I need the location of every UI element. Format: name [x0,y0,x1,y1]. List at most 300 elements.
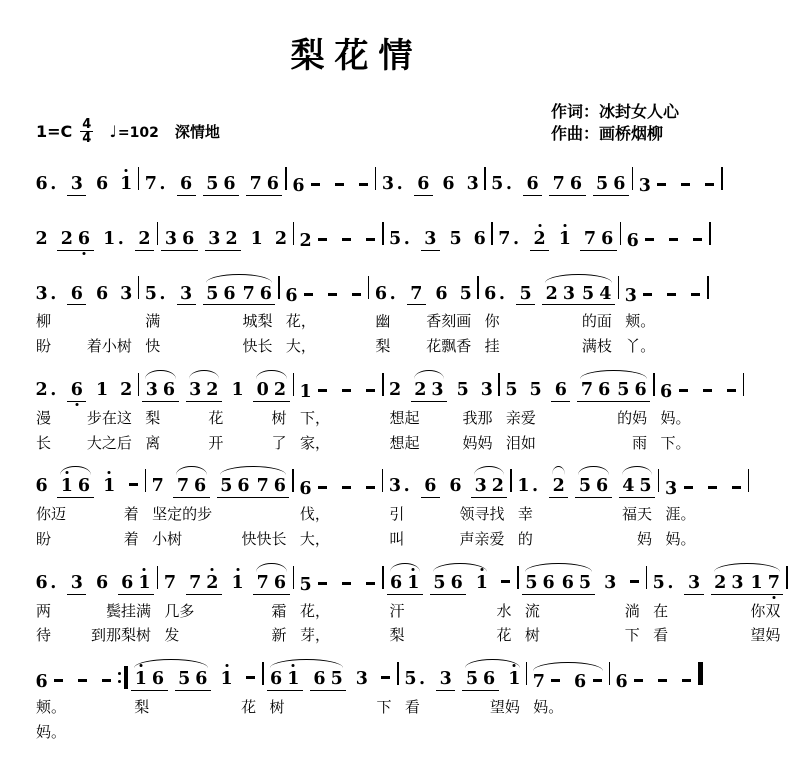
lyric-spread [300,504,376,526]
lyric-spread [661,433,737,455]
duration-dash [645,238,654,241]
augmentation-dot: . [667,572,674,593]
lyric-spread [145,408,286,430]
note: 6 [596,476,609,497]
lyric-text: 幸 [517,505,533,524]
song-title: 梨花情 [290,36,423,76]
note: 5 [178,669,191,690]
note: 3 [70,173,83,194]
score-line [30,215,711,256]
lyric-cell [294,432,382,457]
beam-group [593,175,629,196]
lyric-row [30,310,709,335]
lyric-bar-spacer [118,696,128,721]
beam-group [580,230,616,251]
note: 1 [231,574,243,592]
barline-cell [743,366,744,407]
lyric-text: 丫。 [625,337,656,356]
lyric-spread [485,336,612,358]
time-signature-bottom: 4 [82,131,92,147]
lyric-text: 我那 [462,408,493,427]
augmentation-dot: . [532,476,539,497]
lyric-cell [294,503,382,528]
lyric-text: 几多 [164,601,195,620]
barline-cell [721,160,722,201]
barline [157,222,158,245]
lyric-spread [390,601,512,623]
duration-dash [593,679,602,682]
lyric-cell [647,624,786,649]
lyric-text: 下 [624,626,640,645]
note: 7 [410,283,423,304]
measure [659,462,747,503]
lyric-text: 满枝 [581,337,612,356]
measure [287,160,375,201]
lyric-cell [139,407,292,432]
lyric-spread [653,625,780,647]
lyric-text: 柳 [36,312,52,331]
note: 2 [274,228,288,249]
duration-dash [129,483,138,486]
lyric-spread [300,408,376,430]
lyric-cell [369,310,477,335]
note: 3 [424,228,437,249]
note: 5 [582,283,595,304]
lyric-cell [479,310,618,335]
barline [620,222,621,245]
note: 7 [498,228,511,249]
barline [382,469,383,492]
lyric-text: 霜 [271,601,287,620]
lyric-text: 声亲爱 [459,529,505,548]
note: 3 [466,173,479,194]
lyric-text: 想起 [389,408,420,427]
lyric-cell [280,335,368,360]
octave-dot-below [772,596,775,599]
lyric-text: 妈。 [665,529,696,548]
meta-left [36,118,220,146]
lyric-text: 大， [285,337,316,356]
slur [186,380,222,402]
beam-group [471,477,507,498]
lyric-text: 树 [271,408,287,427]
lyric-text: 叫 [389,529,405,548]
lyric-bar-spacer [743,432,744,457]
composer-label: 作曲： [550,124,599,144]
barline [397,662,398,685]
lyric-cell [527,696,608,721]
barline [721,167,722,190]
note: 3 [664,478,678,499]
augmentation-dot: . [498,283,505,304]
note: 2 [35,379,48,400]
note: 6 [151,669,165,690]
duration-dash [684,486,693,489]
duration-dash [366,582,375,585]
lyric-spread [164,625,286,647]
repeat-dots [118,672,121,683]
lyric-text: 坚定的步 [152,505,213,524]
beam-group [177,175,196,196]
duration-dash [342,486,351,489]
augmentation-dot: . [419,669,426,690]
barline [707,276,708,299]
lyric-cell [383,528,510,553]
lyric-text: 离 [145,433,161,452]
octave-dot-above [125,169,128,172]
lyric-cell [384,624,518,649]
augmentation-dot: . [403,476,410,497]
lyric-spread [506,433,647,455]
lyric-text: 着 [123,505,139,524]
lyric-text: 下 [376,697,392,716]
duration-dash [681,183,690,186]
lyric-text: 大之后 [86,433,132,452]
note: 3 [731,572,744,593]
octave-dot-above [480,568,483,571]
augmentation-dot: . [50,283,57,304]
measure [30,559,157,600]
duration-dash [682,679,691,682]
note: 6 [223,283,236,304]
lyric-text: 漫 [36,408,52,427]
time-signature [80,118,93,146]
lyricist-name: 冰封女人心 [598,102,679,121]
lyric-cell [139,335,278,360]
lyric-text: 梨 [145,408,161,427]
note: 3 [145,379,158,400]
lyric-cell [655,407,743,432]
lyric-text: 汗 [389,601,405,620]
lyric-cell [280,310,368,335]
note: 7 [256,476,269,497]
lyric-cell [659,528,747,553]
barline [510,469,511,492]
beam-group [619,477,655,498]
note: 7 [242,283,255,304]
note: 2 [120,379,133,400]
beam-group [522,574,558,595]
lyric-cell [619,310,707,335]
lyric-bar-spacer [707,335,708,360]
lyric-cell [30,721,118,746]
duration-dash [669,238,678,241]
lyric-text: 树 [269,697,285,716]
lyric-spread [625,311,701,333]
beam-group [549,477,568,498]
note: 5 [404,669,417,690]
note: 5 [220,476,233,497]
note: 1 [559,230,571,248]
note: 5 [596,173,609,194]
note: 3 [70,572,83,593]
duration-dash [318,486,327,489]
lyric-spread [36,336,132,358]
note: 6 [569,173,582,194]
slur [542,284,615,306]
lyric-spread [665,504,741,526]
note: 1 [103,228,116,249]
lyric-cell [369,335,477,360]
slur [253,573,289,595]
lyric-spread [300,529,376,551]
lyric-cell [294,600,382,625]
lyric-text: 花 [496,626,512,645]
beam-group [558,574,594,595]
lyric-cell [384,407,499,432]
lyric-spread [145,311,272,333]
key-signature: 1=C [36,122,73,142]
note: 6 [35,572,48,593]
slur [173,476,209,498]
repeat-dot [118,680,121,683]
beam-group [579,285,615,306]
measure [384,215,492,256]
measure [30,366,138,407]
lyric-bar-spacer [698,721,703,746]
score [30,160,781,746]
lyric-cell [294,407,382,432]
notation-row [30,215,711,256]
lyric-cell [519,600,646,625]
note: 6 [554,379,567,400]
lyric-spread [518,529,652,551]
measure [621,215,709,256]
lyric-text: 妈。 [533,697,564,716]
duration-dash [381,676,390,679]
duration-dash [705,183,714,186]
lyric-cell [500,432,653,457]
note: 2 [273,379,287,400]
lyric-cell [146,503,292,528]
beam-group [203,285,239,306]
note: 3 [189,379,202,400]
measure [384,366,499,407]
lyric-text: 梨 [134,697,150,716]
barline [618,276,619,299]
lyric-text: 幽 [375,312,391,331]
composer-name: 画桥烟柳 [598,124,663,144]
beam-group [186,574,222,595]
note: 2 [534,230,546,248]
beam-group [551,381,570,402]
beam-group [253,574,289,595]
lyric-text: 快 [145,337,161,356]
barline [145,469,146,492]
note: 2 [60,228,73,249]
lyric-spread [36,722,112,744]
note: 5 [299,575,312,596]
note: 6 [449,476,462,497]
lyric-text: 家， [299,433,330,452]
measure [146,462,292,503]
lyric-cell [655,432,743,457]
lyric-cell [30,407,138,432]
lyric-cell [30,696,118,721]
beam-group [421,477,440,498]
lyric-bar-spacer [743,407,744,432]
notation-row [30,270,709,311]
note: 1 [299,382,312,403]
measure [158,559,292,600]
note: 7 [256,572,269,593]
lyric-spread [145,336,272,358]
note: 7 [583,228,597,249]
lyric-cell [610,721,698,746]
augmentation-dot: . [50,572,57,593]
barline [278,276,279,299]
measure [493,215,620,256]
lyric-spread [533,697,602,719]
barline [653,373,654,396]
lyric-text: 想起 [389,433,420,452]
barline-cell [748,462,749,503]
beam-group [549,175,585,196]
note: 3 [164,228,178,249]
lyric-cell [30,335,138,360]
measure [294,559,382,600]
measure [512,462,658,503]
lyric-spread [375,336,471,358]
lyric-cell [527,721,608,746]
note: 7 [552,173,565,194]
beam-group [462,670,498,691]
measure [610,655,698,696]
barline-cell [118,655,128,696]
duration-dash [102,679,111,682]
slur [530,672,605,691]
beam-group [711,574,747,595]
measure [486,160,632,201]
note: 2 [714,572,727,593]
note: 6 [78,230,90,248]
barline [262,662,263,685]
beam-group [67,285,86,306]
note: 6 [615,671,628,692]
duration-dash [501,580,510,583]
lyric-row [30,624,788,649]
duration-dash [634,679,643,682]
lyric-cell [146,528,292,553]
augmentation-dot: . [505,173,512,194]
barline [632,167,633,190]
lyric-row [30,721,703,746]
slur [575,476,611,498]
lyric-text: 望妈 [750,626,781,645]
note: 6 [223,173,236,194]
barline [157,566,158,589]
lyric-row [30,432,744,457]
barline [293,222,294,245]
note: 6 [273,476,286,497]
duration-dash [342,238,351,241]
note: 1 [287,670,299,688]
lyric-spread [152,529,286,551]
barline [709,222,710,245]
barline [138,373,139,396]
lyric-text: 花飘香 [426,337,472,356]
barline [375,167,376,190]
slur [471,476,507,498]
lyric-row [30,528,749,553]
duration-dash [54,679,63,682]
beam-group [253,381,289,402]
notation-row [30,462,749,503]
lyric-text: 着 [123,529,139,548]
note: 7 [144,173,157,194]
lyric-text: 两 [36,601,52,620]
measure [384,559,518,600]
note: 6 [35,476,48,497]
lyric-text: 泪如 [505,433,536,452]
lyric-cell [264,721,398,746]
note: 6 [483,669,496,690]
lyric-cell [128,696,262,721]
beam-group [217,477,253,498]
lyric-cell [30,432,138,457]
slur [430,573,491,595]
lyric-cell [384,600,518,625]
lyric-cell [30,528,145,553]
note: 2 [545,283,558,304]
lyric-bar-spacer [698,696,703,721]
lyric-text: 引 [389,505,405,524]
duration-dash [691,293,700,296]
note: 6 [162,379,176,400]
note: 3 [120,283,133,304]
lyric-spread [286,311,362,333]
note: 2 [206,379,219,400]
credits [551,101,679,146]
slur [253,380,289,402]
barline [491,222,492,245]
barline [368,276,369,299]
note: 6 [442,173,455,194]
note: 4 [599,283,612,304]
lyric-text: 盼 [36,529,52,548]
note: 6 [180,173,193,194]
lyric-cell [158,600,292,625]
note: 5 [529,379,542,400]
lyric-cell [158,624,292,649]
score-line [30,160,723,201]
lyric-spread [300,601,376,623]
lyric-text: 鬓挂满 [106,601,152,620]
lyric-cell [30,600,157,625]
lyric-text: 大， [299,529,330,548]
thick-bar [124,666,129,689]
note: 5 [389,228,402,249]
measure [128,655,262,696]
augmentation-dot: . [117,228,124,249]
lyric-text: 下， [299,408,330,427]
duration-dash [78,679,87,682]
note: 4 [622,476,635,497]
lyric-spread [152,504,286,526]
duration-dash [318,389,327,392]
barline [138,167,139,190]
measure [158,215,292,256]
lyric-text: 伐， [299,505,330,524]
octave-dot-above [513,664,516,667]
note: 2 [552,476,565,497]
beam-group [747,574,783,595]
measure [30,160,138,201]
measure [479,270,618,311]
barline [609,662,610,685]
lyric-text: 到那梨树 [91,626,152,645]
measure [139,366,292,407]
